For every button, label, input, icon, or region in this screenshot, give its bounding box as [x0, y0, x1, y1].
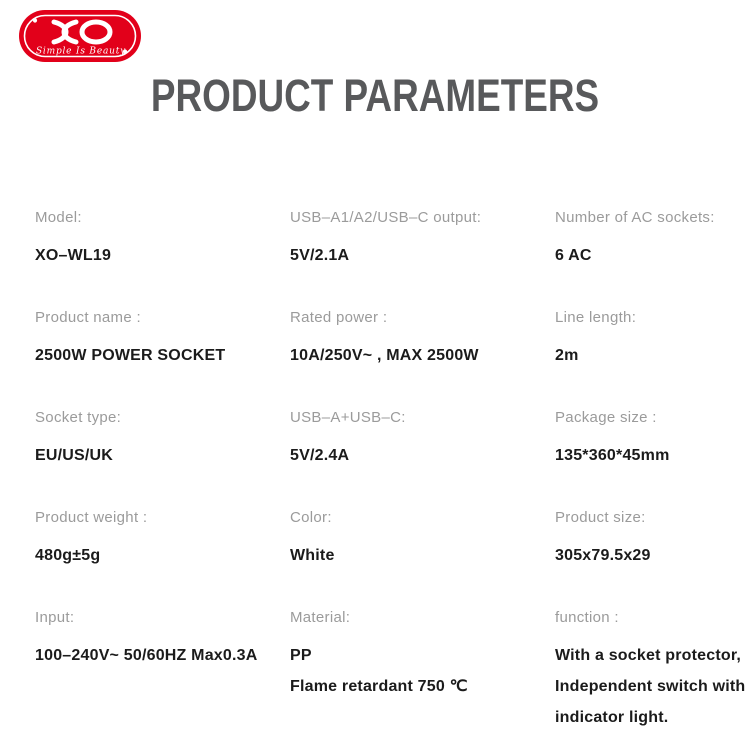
xo-logo	[18, 8, 142, 64]
spec-label: Product weight :	[35, 509, 148, 526]
spec-value: 2500W POWER SOCKET	[35, 347, 226, 364]
spec-value: 10A/250V~ , MAX 2500W	[290, 347, 479, 364]
spec-cell-function	[555, 596, 750, 733]
spec-label: Line length:	[555, 309, 637, 326]
spec-label: function :	[555, 609, 619, 626]
spec-cell-model	[35, 196, 290, 296]
spec-label: Color:	[290, 509, 332, 526]
spec-label: Input:	[35, 609, 75, 626]
spec-cell-usb-a-usb-c	[290, 396, 555, 496]
spec-value: 2m	[555, 347, 579, 364]
spec-cell-material	[290, 596, 555, 733]
spec-cell-color	[290, 496, 555, 596]
spec-value: White	[290, 547, 335, 564]
spec-label: Rated power :	[290, 309, 388, 326]
spec-cell-product-weight	[35, 496, 290, 596]
spec-cell-input	[35, 596, 290, 733]
spec-label: Material:	[290, 609, 351, 626]
spec-value: indicator light.	[555, 709, 669, 726]
spec-value: 5V/2.4A	[290, 447, 350, 464]
spec-cell-rated-power	[290, 296, 555, 396]
spec-cell-product-size	[555, 496, 750, 596]
logo-dot-top-left	[33, 18, 37, 22]
spec-label: Product size:	[555, 509, 646, 526]
spec-label: Model:	[35, 209, 82, 226]
spec-cell-ac-sockets	[555, 196, 750, 296]
spec-value: Flame retardant 750 ℃	[290, 678, 468, 695]
spec-label: Socket type:	[35, 409, 122, 426]
spec-cell-usb-output	[290, 196, 555, 296]
page-title: PRODUCT PARAMETERS	[150, 70, 600, 121]
spec-value: Independent switch with	[555, 678, 746, 695]
spec-value: 305x79.5x29	[555, 547, 651, 564]
spec-value: 135*360*45mm	[555, 447, 670, 464]
spec-value: PP	[290, 647, 312, 664]
spec-cell-line-length	[555, 296, 750, 396]
spec-value: 480g±5g	[35, 547, 101, 564]
spec-grid	[35, 196, 750, 733]
spec-label: Number of AC sockets:	[555, 209, 715, 226]
spec-value: XO–WL19	[35, 247, 112, 264]
spec-cell-product-name	[35, 296, 290, 396]
spec-value: 5V/2.1A	[290, 247, 350, 264]
spec-value: 6 AC	[555, 247, 592, 264]
spec-label: USB–A+USB–C:	[290, 409, 406, 426]
spec-label: USB–A1/A2/USB–C output:	[290, 209, 482, 226]
spec-value: 100–240V~ 50/60HZ Max0.3A	[35, 647, 258, 664]
logo-tagline: Simple Is Beauty	[35, 46, 127, 57]
spec-cell-package-size	[555, 396, 750, 496]
spec-label: Product name :	[35, 309, 141, 326]
spec-cell-socket-type	[35, 396, 290, 496]
spec-label: Package size :	[555, 409, 657, 426]
spec-value: EU/US/UK	[35, 447, 114, 464]
spec-value: With a socket protector,	[555, 647, 742, 664]
